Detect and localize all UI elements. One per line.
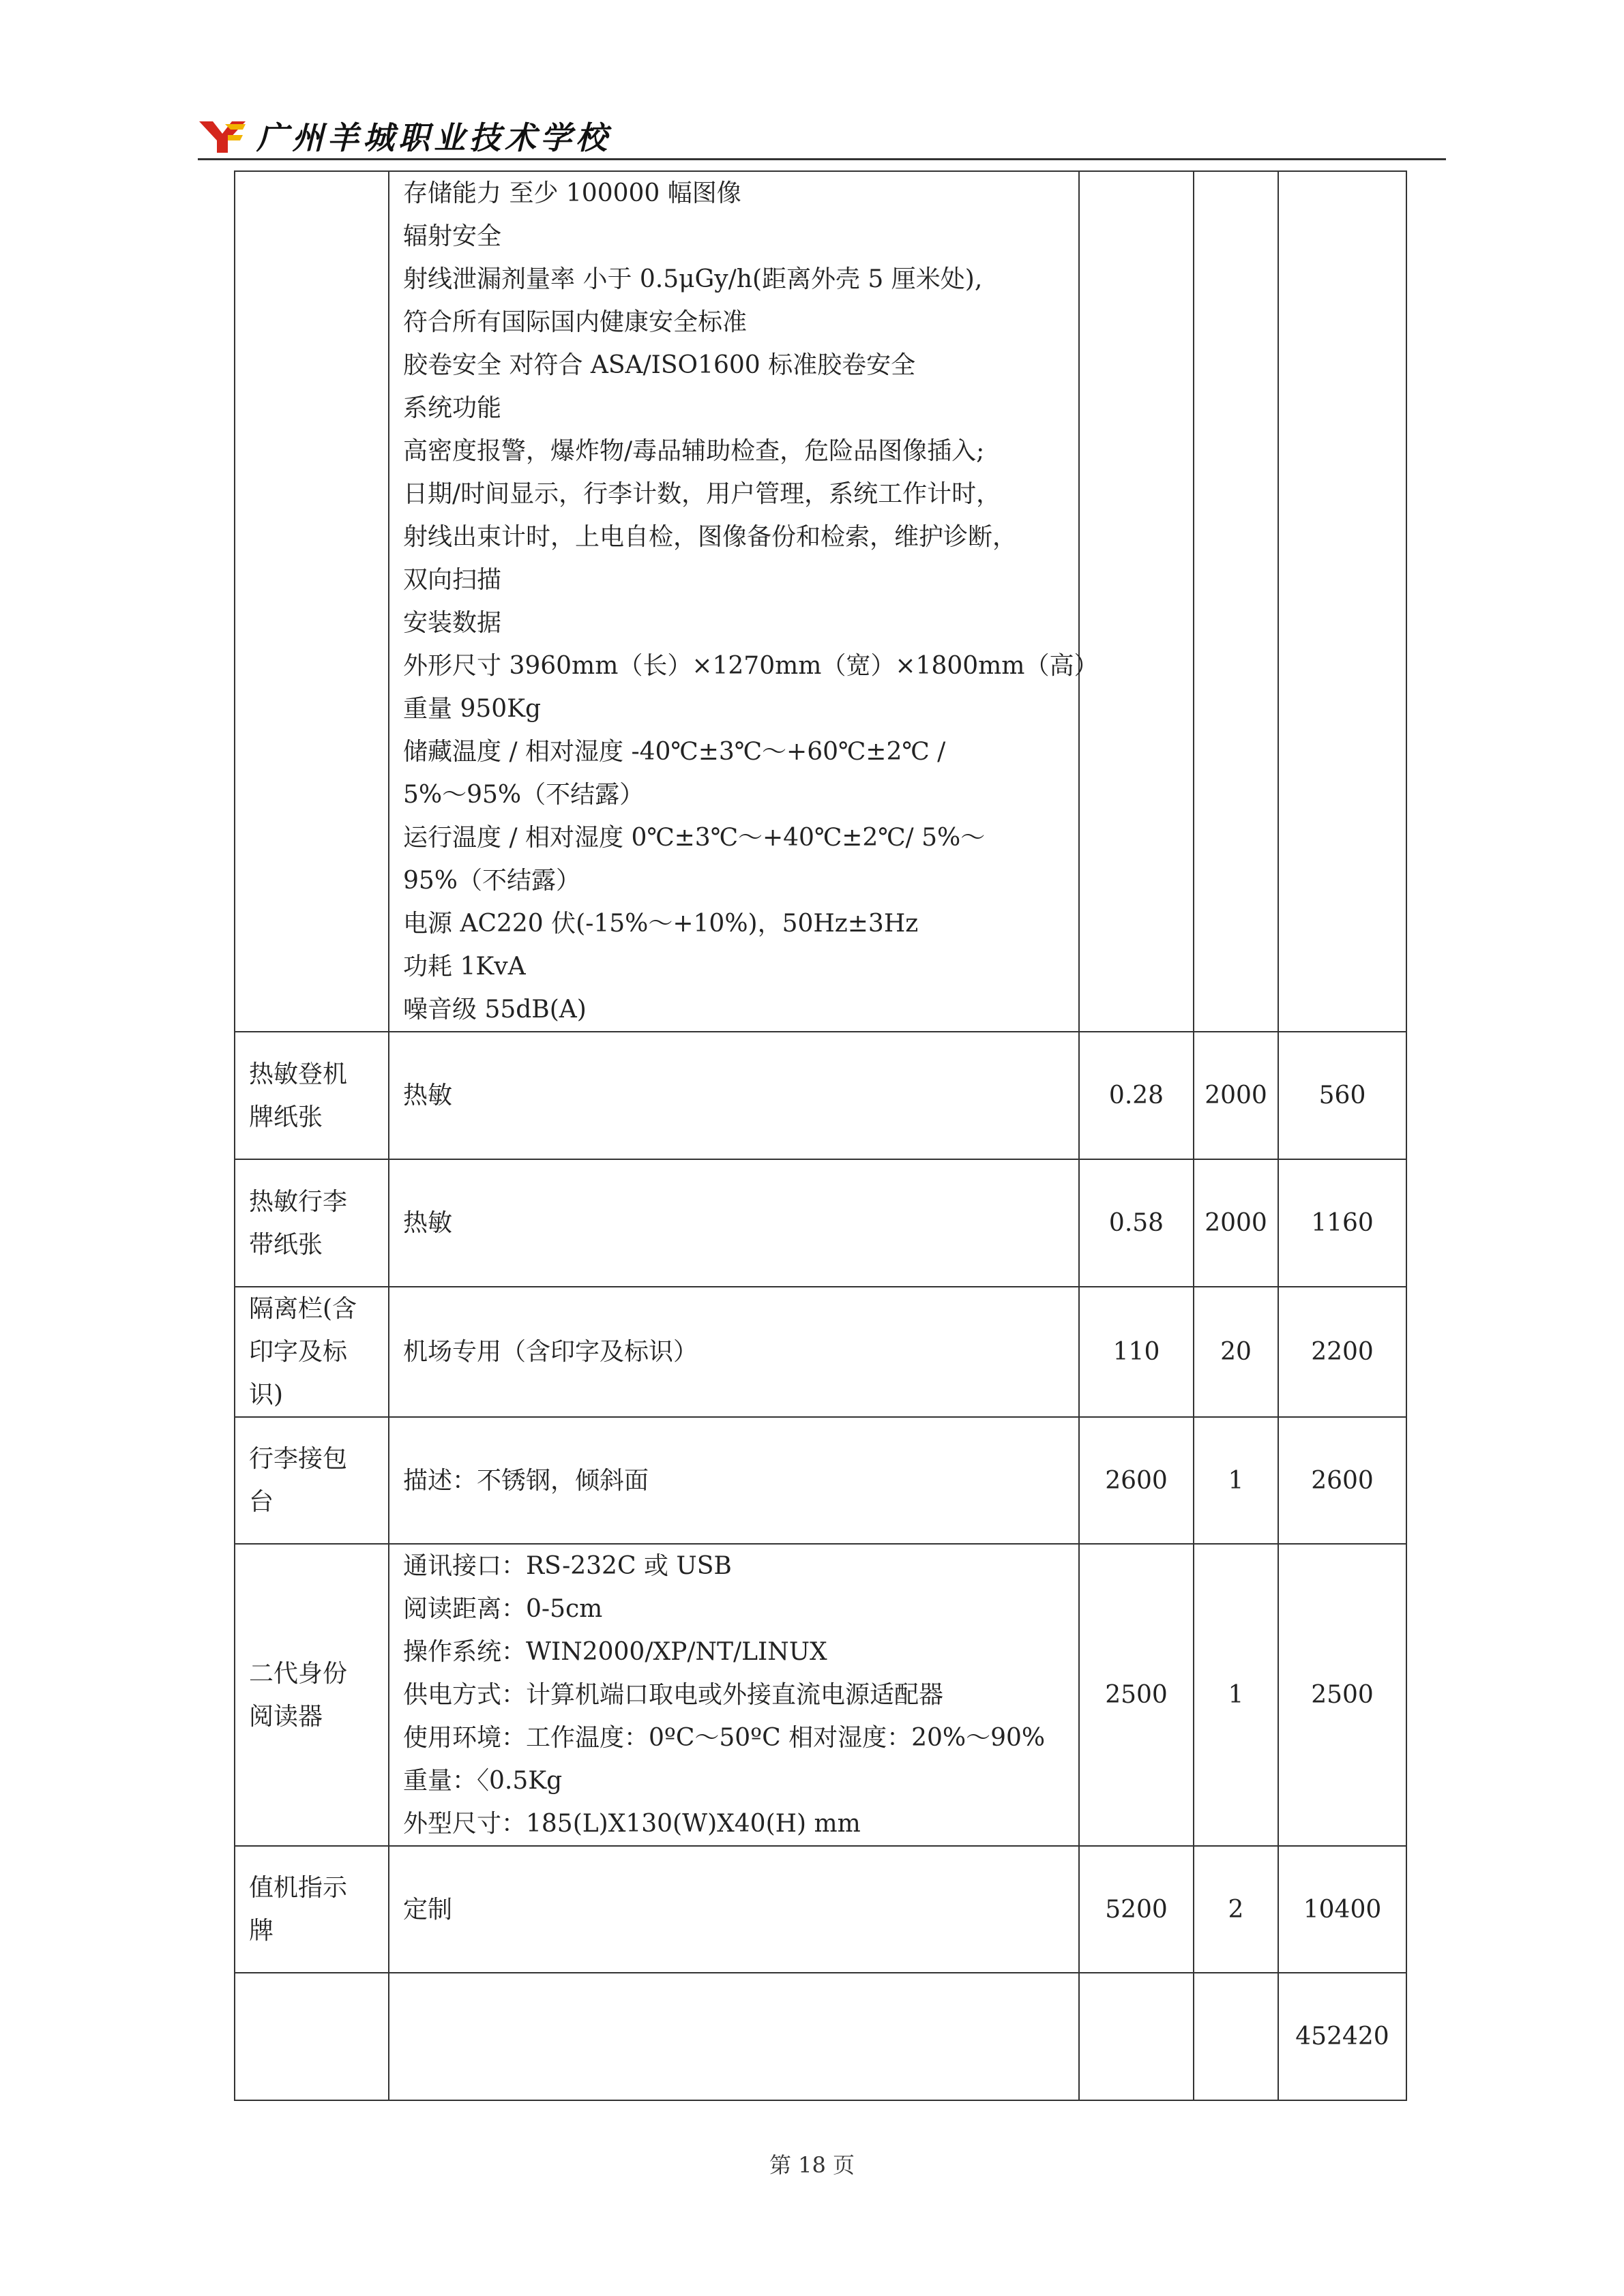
- item-name-line: 行李接包: [249, 1445, 348, 1473]
- grand-total-cell: 452420: [1278, 1973, 1406, 2100]
- total-cell: 2500: [1278, 1544, 1406, 1846]
- desc-line: 功耗 1KvA: [403, 953, 526, 981]
- desc-line: 存储能力 至少 100000 幅图像: [403, 179, 741, 207]
- desc-line: 机场专用（含印字及标识）: [403, 1338, 698, 1366]
- quantity-cell: 2000: [1194, 1032, 1278, 1159]
- unit-price-cell: 0.28: [1079, 1032, 1194, 1159]
- item-name-line: 识): [249, 1381, 284, 1409]
- item-description-cell: [389, 1973, 1079, 2100]
- item-name-cell: [235, 1544, 389, 1846]
- desc-line: 95%（不结露）: [403, 867, 581, 895]
- desc-line: 噪音级 55dB(A): [403, 996, 587, 1024]
- desc-line: 日期/时间显示，行李计数，用户管理，系统工作计时，: [403, 480, 1001, 508]
- item-name-line: 台: [249, 1488, 274, 1516]
- desc-line: 热敏: [403, 1209, 453, 1237]
- desc-line: 使用环境：工作温度：0ºC～50ºC 相对湿度：20%～90%: [403, 1724, 1046, 1752]
- desc-line: 外型尺寸：185(L)X130(W)X40(H) mm: [403, 1810, 861, 1838]
- equipment-spec-table: [234, 170, 1407, 2101]
- school-logo-icon: [198, 115, 247, 155]
- total-cell: 560: [1278, 1032, 1406, 1159]
- page-header: [198, 109, 1446, 164]
- item-description-cell: [389, 1417, 1079, 1544]
- desc-line: 胶卷安全 对符合 ASA/ISO1600 标准胶卷安全: [403, 351, 916, 379]
- desc-line: 符合所有国际国内健康安全标准: [403, 308, 748, 336]
- quantity-cell: 1: [1194, 1544, 1278, 1846]
- header-divider: [198, 158, 1446, 160]
- total-cell: 2600: [1278, 1417, 1406, 1544]
- desc-line: 储藏温度 / 相对湿度 -40℃±3℃～+60℃±2℃ /: [403, 738, 946, 766]
- quantity-cell: 2000: [1194, 1159, 1278, 1287]
- desc-line: 射线泄漏剂量率 小于 0.5μGy/h(距离外壳 5 厘米处),: [403, 265, 983, 293]
- item-name-cell: [235, 1287, 389, 1417]
- quantity-cell: [1194, 1973, 1278, 2100]
- desc-line: 射线出束计时，上电自检，图像备份和检索，维护诊断，: [403, 523, 1018, 551]
- desc-line: 系统功能: [403, 394, 502, 422]
- desc-line: 操作系统：WIN2000/XP/NT/LINUX: [403, 1638, 827, 1666]
- item-description-cell: [389, 1544, 1079, 1846]
- item-name-line: 阅读器: [249, 1702, 323, 1731]
- quantity-cell: 1: [1194, 1417, 1278, 1544]
- item-name-cell: [235, 1417, 389, 1544]
- table-row: [235, 1417, 1406, 1544]
- desc-line: 定制: [403, 1895, 453, 1924]
- desc-line: 重量：〈0.5Kg: [403, 1767, 563, 1795]
- table-row-total: [235, 1973, 1406, 2100]
- item-name-line: 隔离栏(含: [249, 1295, 357, 1323]
- item-name-line: 热敏行李: [249, 1187, 348, 1216]
- item-description-cell: [389, 1287, 1079, 1417]
- item-name-line: 牌: [249, 1917, 274, 1945]
- table-row: [235, 1032, 1406, 1159]
- total-cell: [1278, 171, 1406, 1032]
- desc-line: 辐射安全: [403, 222, 502, 250]
- item-name-line: 带纸张: [249, 1230, 323, 1259]
- unit-price-cell: 110: [1079, 1287, 1194, 1417]
- item-name-cell: [235, 1159, 389, 1287]
- total-cell: 1160: [1278, 1159, 1406, 1287]
- desc-line: 重量 950Kg: [403, 695, 542, 723]
- quantity-cell: 20: [1194, 1287, 1278, 1417]
- school-name: 广州羊城职业技术学校: [256, 119, 611, 156]
- desc-line: 电源 AC220 伏(-15%～+10%)，50Hz±3Hz: [403, 910, 919, 938]
- desc-line: 5%～95%（不结露）: [403, 781, 645, 809]
- item-description-cell: [389, 1032, 1079, 1159]
- total-cell: 10400: [1278, 1846, 1406, 1973]
- desc-line: 安装数据: [403, 609, 502, 637]
- unit-price-cell: [1079, 171, 1194, 1032]
- desc-line: 通讯接口：RS-232C 或 USB: [403, 1552, 732, 1580]
- table-row: [235, 171, 1406, 1032]
- quantity-cell: [1194, 171, 1278, 1032]
- unit-price-cell: 5200: [1079, 1846, 1194, 1973]
- desc-line: 高密度报警，爆炸物/毒品辅助检查，危险品图像插入;: [403, 437, 985, 465]
- item-name-line: 二代身份: [249, 1659, 348, 1688]
- table-row: [235, 1159, 1406, 1287]
- item-name-cell: [235, 1846, 389, 1973]
- unit-price-cell: 0.58: [1079, 1159, 1194, 1287]
- unit-price-cell: 2600: [1079, 1417, 1194, 1544]
- item-name-cell: [235, 171, 389, 1032]
- item-name-line: 热敏登机: [249, 1060, 348, 1088]
- item-name-cell: [235, 1973, 389, 2100]
- item-description-cell: [389, 171, 1099, 1032]
- item-name-line: 印字及标: [249, 1338, 348, 1366]
- table-row: [235, 1846, 1406, 1973]
- unit-price-cell: [1079, 1973, 1194, 2100]
- desc-line: 双向扫描: [403, 566, 502, 594]
- desc-line: 热敏: [403, 1082, 453, 1109]
- item-name-line: 值机指示: [249, 1874, 348, 1902]
- item-name-cell: [235, 1032, 389, 1159]
- desc-line: 运行温度 / 相对湿度 0℃±3℃～+40℃±2℃/ 5%～: [403, 824, 986, 852]
- item-description-cell: [389, 1159, 1079, 1287]
- desc-line: 阅读距离：0-5cm: [403, 1595, 603, 1623]
- item-name-line: 牌纸张: [249, 1103, 323, 1131]
- item-description-cell: [389, 1846, 1079, 1973]
- desc-line: 外形尺寸 3960mm（长）×1270mm（宽）×1800mm（高）: [403, 652, 1099, 680]
- table-row: [235, 1544, 1406, 1846]
- table-row: [235, 1287, 1406, 1417]
- desc-line: 描述：不锈钢，倾斜面: [403, 1466, 649, 1495]
- total-cell: 2200: [1278, 1287, 1406, 1417]
- unit-price-cell: 2500: [1079, 1544, 1194, 1846]
- page-number: 第 18 页: [769, 2152, 855, 2178]
- desc-line: 供电方式：计算机端口取电或外接直流电源适配器: [403, 1681, 944, 1709]
- quantity-cell: 2: [1194, 1846, 1278, 1973]
